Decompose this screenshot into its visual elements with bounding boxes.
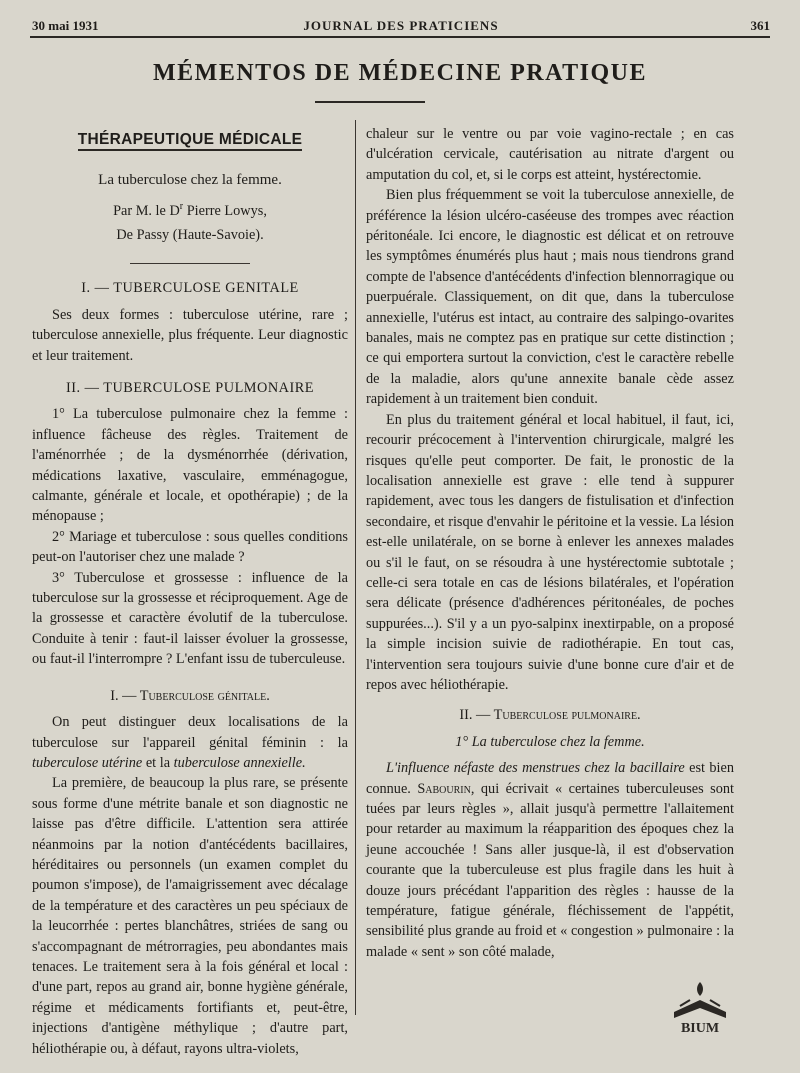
- body-paragraph: Bien plus fréquemment se voit la tuberculose annexielle, de préférence la lésion ulcéro-caséeuse des trompes avec réaction péritonéale. Ici encore, le diagnostic est délicat et on retrouve les symptômes énumérés plus haut ; mais nous tiendrons grand compte de l'absence d'antécédents d'infection blennorragique ou puerpuérale. Classiquement, on dit que, dans la tuberculose annexielle, l'utérus est intact, au contraire des salpingo-ovarites banales, mais ne comptez pas en pratique sur cette distinction ; ce qui emportera surtout la conviction, c'est le caractère rebelle de la maladie, alors qu'une annexite banale cède assez rapidement à un traitement bien conduit.: [366, 187, 734, 408]
- left-column: [32, 124, 348, 1059]
- body-paragraph: En plus du traitement général et local habituel, il faut, ici, recourir précocement à l'intervention chirurgicale, malgré les risques qu'elle peut comporter. De fait, le pronostic de la localisation annexielle est grave : elle tend à suppurer rapidement, avec tous les dangers de fistulisation et d'infection secondaire, et risque d'envahir le péritoine et la vessie. La lésion est-elle unilatérale, on se borne à enlever les annexes malades ou s'il le faut, on se résoudra à une hystérectomie subtotale ; celle-ci sera totale en cas de lésions bilatérales, et l'opération sera délicate (présence d'adhérences péritonéales, de poches suppurées...). S'il y a un pyo-salpinx inextirpable, on a proposé la simple incision suivie de radiothérapie. En tout cas, l'intervention sera toujours suivie d'une bonne cure d'air et de repos avec héliothérapie.: [366, 411, 734, 693]
- sub-heading: 1° La tuberculose chez la femme.: [455, 733, 645, 750]
- summary-paragraph: Ses deux formes : tuberculose utérine, rare ; tuberculose annexielle, plus fréquente. Leur diagnostic et leur traitement.: [32, 306, 348, 364]
- header-rule: [30, 36, 770, 38]
- page-number: 361: [750, 18, 770, 33]
- bium-logo: [660, 978, 740, 1036]
- body-paragraph: On peut distinguer deux localisations de la tuberculose sur l'appareil génital féminin : la tuberculose utérine et la tuberculose annexielle.: [32, 714, 348, 771]
- journal-title: JOURNAL DES PRATICIENS: [303, 18, 499, 33]
- author-location: De Passy (Haute-Savoie).: [116, 226, 264, 243]
- author-line: Par M. le $D^r$ Pierre Lowys,: [113, 200, 267, 219]
- summary-rule: [130, 263, 250, 264]
- summary-heading-1: I. — TUBERCULOSE GENITALE: [81, 280, 299, 297]
- svg-text:BIUM: BIUM: [680, 1021, 720, 1036]
- body-paragraph: chaleur sur le ventre ou par voie vagino-rectale ; en cas d'ulcération cervicale, cautérisation au nitrate d'argent ou amputation du col, et, si le corps est atteint, hystérectomie.: [366, 126, 734, 183]
- summary-paragraph: 1° La tuberculose pulmonaire chez la femme : influence fâcheuse des règles. Traitement de l'aménorrhée ; de la dysménorrhée (dérivation, médications laxative, vasculaire, emménagogue, calmante, générale et locale, et opothérapie) ; de la ménopause ;: [32, 406, 348, 525]
- summary-paragraph: 2° Mariage et tuberculose : sous quelles conditions peut-on l'autoriser chez une malade ?: [32, 528, 348, 566]
- title-rule: [315, 101, 425, 103]
- body-heading-1: I. — Tuberculose génitale.: [110, 687, 270, 704]
- article-title: La tuberculose chez la femme.: [98, 172, 282, 189]
- body-paragraph: La première, de beaucoup la plus rare, se présente sous forme d'une métrite banale et son diagnostic ne laisse pas d'être difficile. L'attention sera attirée néanmoins par la notion d'antécédents bacillaires, héréditaires ou personnels (un examen complet du poumon s'impose), de l'amaigrissement avec décalage de la température et des caractères un peu spéciaux de la leucorrhée : pertes blanchâtres, striées de sang ou s'accompagnant de métrorragies, peu abondantes mais tenaces. Le traitement sera à la fois général et local : d'une part, repos au grand air, bonne hygiène générale, régime et médicaments fortifiants et, peut-être, injections d'antigène méthylique ; d'autre part, héliothérapie ou, à défaut, rayons ultra-violets,: [32, 775, 348, 1057]
- page-title: MÉMENTOS DE MÉDECINE PRATIQUE: [153, 60, 647, 86]
- section-heading: THÉRAPEUTIQUE MÉDICALE: [32, 130, 348, 150]
- body-paragraph: L'influence néfaste des menstrues chez la bacillaire est bien connue. Sabourin, qui écrivait « certaines tuberculeuses sont tuées par leurs règles », allait jusqu'à permettre l'allaitement pour retarder au maximum la réapparition des époques chez la jeune accouchée ! Sans aller jusque-là, il est d'observation courante que la tuberculeuse est plus fragile dans les huit à douze jours précédant l'apparition des règles : hausse de la température, fatigue générale, fléchissement de l'appétit, sensibilité plus grande au froid et « congestion » pulmonaire : la malade « sent » son côté malade,: [366, 760, 734, 960]
- right-column: [366, 124, 734, 962]
- running-header: [32, 14, 770, 38]
- summary-paragraph: 3° Tuberculose et grossesse : influence de la tuberculose sur la grossesse et réciproquement. Age de la grossesse et caractère évolutif de la tuberculose. Conduite à tenir : faut-il laisser évoluer la grossesse, ou faut-il l'interrompre ? L'enfant issu de tuberculeuse.: [32, 569, 348, 668]
- column-divider: [355, 120, 356, 1015]
- body-heading-2: II. — Tuberculose pulmonaire.: [459, 707, 641, 724]
- issue-date: 30 mai 1931: [32, 18, 99, 33]
- summary-heading-2: II. — TUBERCULOSE PULMONAIRE: [65, 380, 315, 397]
